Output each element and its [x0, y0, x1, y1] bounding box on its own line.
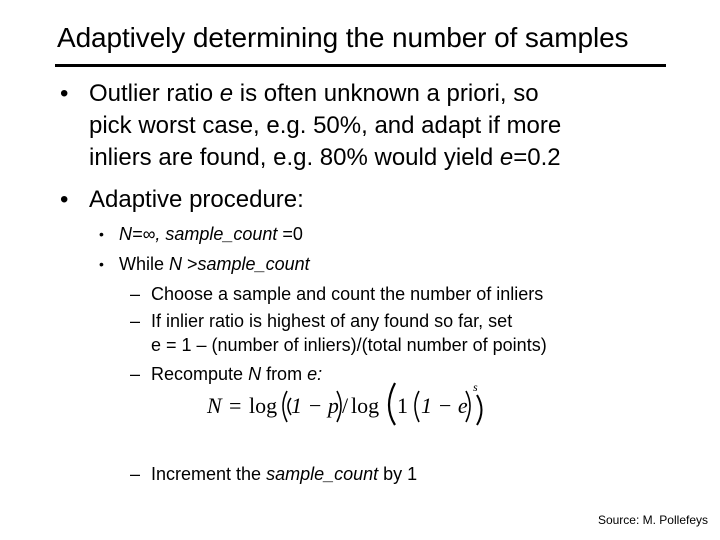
formula-one-minus-p: 1 − p	[291, 393, 339, 418]
step-4	[151, 462, 417, 486]
bullet-1-line-1	[89, 78, 539, 110]
outlier-ratio-variable: e	[499, 144, 514, 171]
dash-marker: –	[130, 464, 141, 484]
sub-bullet-2-text: While	[119, 254, 170, 274]
formula-log-2: log	[351, 393, 380, 418]
sub-bullet-2-text: >	[182, 254, 198, 274]
formula-one: 1	[397, 393, 408, 418]
step-3-text: Recompute	[151, 364, 249, 384]
formula-slash: /	[342, 393, 349, 418]
bullet-1-text: is often unknown a priori, so	[233, 80, 539, 107]
bullet-1-line-2: pick worst case, e.g. 50%, and adapt if more	[89, 112, 562, 139]
step-3-var: e:	[307, 364, 323, 384]
sub-bullet-2	[119, 252, 310, 276]
paren-open-2	[389, 383, 395, 425]
formula-one-minus-e: 1 − e	[421, 393, 468, 418]
formula-equals: =	[229, 393, 242, 418]
source-credit: Source: M. Pollefeys	[597, 513, 708, 527]
sub-bullet-marker: •	[99, 226, 104, 242]
bullet-marker: •	[60, 186, 69, 213]
bullet-1-text: inliers are found, e.g. 80% would yield	[89, 144, 500, 171]
formula-n: N	[207, 393, 222, 418]
bullet-1-line-3	[89, 142, 561, 174]
outlier-ratio-variable: e	[219, 80, 234, 107]
step-4-var: sample_count	[266, 464, 379, 484]
bullet-marker: •	[60, 80, 69, 107]
sample-count-formula	[205, 377, 490, 427]
bullet-1-text: =0.2	[513, 144, 561, 171]
step-2-line-1: If inlier ratio is highest of any found so far, set	[151, 311, 513, 331]
dash-marker: –	[130, 311, 141, 331]
dash-marker: –	[130, 284, 141, 304]
dash-marker: –	[130, 364, 141, 384]
step-4-text: Increment the	[151, 464, 267, 484]
sub-bullet-1-var: N=∞, sample_count	[119, 224, 278, 244]
paren-close-2	[477, 395, 482, 425]
slide-title: Adaptively determining the number of samples	[57, 22, 629, 53]
step-2-line-2: e = 1 – (number of inliers)/(total number of points)	[151, 335, 547, 355]
formula-exponent: s	[473, 380, 478, 394]
paren-open-3	[415, 391, 419, 422]
title-rule	[55, 64, 666, 67]
sub-bullet-2-var: sample_count	[197, 254, 310, 274]
paren-open-1-outer	[283, 391, 287, 422]
bullet-1-text: Outlier ratio	[89, 80, 220, 107]
sub-bullet-2-var: N	[169, 254, 183, 274]
step-3-var: N	[248, 364, 262, 384]
sub-bullet-marker: •	[99, 256, 104, 272]
step-4-text: by 1	[378, 464, 418, 484]
sub-bullet-1	[119, 222, 303, 246]
formula-log-1: log	[249, 393, 278, 418]
step-3-text: from	[261, 364, 308, 384]
bullet-2: Adaptive procedure:	[89, 186, 304, 213]
sub-bullet-1-text: =0	[277, 224, 303, 244]
step-1: Choose a sample and count the number of inliers	[151, 284, 544, 304]
